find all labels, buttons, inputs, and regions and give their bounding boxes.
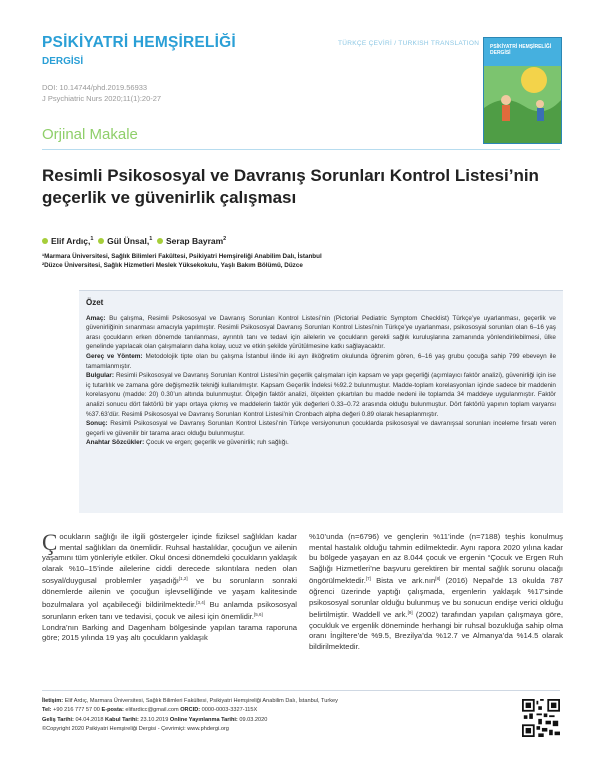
reference[interactable]: [5,6] <box>253 612 263 618</box>
text: 23.10.2019 <box>138 716 170 723</box>
abstract-section <box>86 438 556 448</box>
qr-code-icon[interactable] <box>522 699 560 737</box>
label: İletişim: <box>42 698 64 704</box>
text: Bista ve ark.nın <box>370 576 436 586</box>
text: 04.04.2018 <box>73 716 106 723</box>
article-title: Resimli Psikososyal ve Davranış Sorunları Kontrol Listesi’nin geçerlik ve güvenirlik çalışması <box>42 166 539 207</box>
affiliation-2: ²Düzce Üniversitesi, Sağlık Hizmetleri Meslek Yüksekokulu, Yaşlı Bakım Bölümü, Düzce <box>42 262 303 269</box>
label: ORCID: <box>180 707 201 714</box>
reference[interactable]: [3,4] <box>196 599 206 605</box>
reference[interactable]: [9] <box>407 610 413 616</box>
footer-phone-email <box>42 706 512 715</box>
author-affil: 2 <box>223 236 227 243</box>
reference[interactable]: [1,2] <box>178 576 188 582</box>
abstract-section <box>86 419 556 438</box>
abstract-label: Anahtar Sözcükler: <box>86 439 145 447</box>
header-divider <box>42 149 560 150</box>
email-link[interactable]: elifardicc@gmail.com <box>123 707 181 714</box>
abstract-section <box>86 352 556 371</box>
footer-copyright: ©Copyright 2020 Psikiyatri Hemşireliği Dergisi - Çevrimiçi: www.phdergi.org <box>42 725 229 732</box>
footer-contact <box>42 697 512 706</box>
abstract-label: Bulgular: <box>86 372 115 380</box>
doi-block <box>42 82 161 104</box>
text: +90 216 777 57 00 <box>51 707 102 714</box>
citation-text: J Psychiatric Nurs 2020;11(1):20-27 <box>42 94 162 103</box>
paragraph <box>309 532 563 653</box>
reference[interactable]: [8] <box>435 576 441 582</box>
abstract-text: Resimli Psikososyal ve Davranış Sorunları Kontrol Listesi’nin Türkçe versiyonunun çocuklarda psikososyal ve davranışsal sorunları inceleme fırsatı veren geçerli ve güvenilir bir tarama aracı olduğu bulunmuştur. <box>86 420 557 437</box>
abstract-label: Gereç ve Yöntem: <box>86 352 143 360</box>
text: ve bu sorunların sonraki dönemlerde ailenin ve çocuğun işlevselliğinde ve yaşam kalitesinde bozulmalara yol açabileceği bildirilmektedir. <box>42 576 297 609</box>
label: Tel: <box>42 707 52 714</box>
label: Online Yayınlanma Tarihi: <box>169 716 238 723</box>
abstract-text: Metodolojik tipte olan bu çalışma İstanbul ilinde iki ayrı ilköğretim okulunda öğrenim gören, 6–16 yaş grubu çocuğa sahip 799 ebeveyn ile tamamlanmıştır. <box>86 352 557 370</box>
body-column-2 <box>309 532 563 653</box>
abstract-section <box>86 314 556 352</box>
affiliation-1: ¹Marmara Üniversitesi, Sağlık Bilimleri Fakültesi, Psikiyatri Hemşireliği Anabilim Dalı, İstanbul <box>42 253 322 260</box>
cover-title: PSİKİYATRİ HEMŞİRELİĞİ DERGİSİ <box>490 44 552 56</box>
affiliations <box>42 252 322 270</box>
orcid-icon[interactable] <box>42 238 48 244</box>
drop-cap: Ç <box>42 530 58 555</box>
abstract-text: Çocuk ve ergen; geçerlik ve güvenirlik; ruh sağlığı. <box>146 439 289 447</box>
author-affil: 1 <box>149 236 153 243</box>
text: 09.03.2020 <box>237 716 268 723</box>
text: %10’unda (n=6796) ve gençlerin %11’inde (n=7188) teşhis konulmuş mental hastalık olduğu tahmin edilmektedir. Aynı rapora 2020 yılına kadar bu bölgede yaşayan en az 8.044 çocuk ve ergenin “Çocuk ve Ergen Ruh Sağlığı Hizmetleri’ne başvuru gerektiren bir mental sağlık sorunu olacağı öngörülmektedir. <box>309 532 563 586</box>
orcid-icon[interactable] <box>157 238 163 244</box>
paragraph: Londra’nın Barking and Dagenham bölgesinde yapılan tarama raporuna göre; 2015 yılında 19 yaş altı çocukların yaklaşık <box>42 622 297 643</box>
translation-label: TÜRKÇE ÇEVİRİ / TURKISH TRANSLATION <box>338 40 480 47</box>
label: Geliş Tarihi: <box>42 716 74 723</box>
text: ocukların sağlığı ile ilgili göstergeler içinde fiziksel sağlıkları kadar mental sağlıkları da önemlidir. Ruhsal hastalıklar, çocuğun ve ailenin yaşamını tüm yönleriyle etkiler. Okul öncesi dönemdeki çocukların yaklaşık olarak %10–15’inde ailelerine ciddi derecede sıkıntılara neden olan sosyal/duygusal problemler yaşadığı <box>42 532 297 586</box>
abstract-heading: Özet <box>86 298 104 307</box>
abstract-text: Resimli Psikososyal ve Davranış Sorunları Kontrol Listesi’nin geçerlik çalışmaları için kapsam ve yapı geçerliği (açımlayıcı faktör analizi), güvenirliği için ise iç tutarlılık ve zamana göre değişmezlik tekniği kullanılmıştır. Kapsam Geçerlik İndeksi %92.2 bulunmuştur. Madde-toplam korelasyonları içinde sadece bir maddenin korelasyonu (madde: 20) 0.30’un altında bulunmuştur. Ölçeğin faktör analizi, ölçekten çıkartılan bu madde nedeni ile toplamda 34 maddeye uygulanmıştır. Faktör analizi sonucu dört faktörlü bir yapı ortaya çıkmış ve maddelerin faktör yük değerleri 0.33–0.72 arasında olduğu bulunmuştur. Dört faktörlü yapının toplam varyansı %37.63’dür. Resimli Psikososyal ve Davranış Sorunları Kontrol Listesi’nin Cronbach alpha değeri 0.89 olarak hesaplanmıştır. <box>86 372 556 418</box>
author-name: Serap Bayram <box>166 236 224 246</box>
abstract-label: Amaç: <box>86 314 106 322</box>
abstract-section <box>86 371 556 419</box>
journal-cover-image <box>483 37 562 144</box>
text: 0000-0003-3327-115X <box>200 707 258 714</box>
abstract-text: Bu çalışma, Resimli Psikososyal ve Davranış Sorunları Kontrol Listesi’nin (Pictorial Pediatric Symptom Checklist) Türkçe’ye uyarlanması, geçerlik ve güvenirliğinin sınanması amacıyla yapılmıştır. Resimli Psikososyal Davranış Sorunları Kontrol Listesi’nin Türkçe’ye uyarlanması, psikososyal sorunları olan 6–16 yaş arası çocukların erken dönemde tanılanması, ayrıntılı tanı ve tedavi için ailelerin ve çocukların gerekli sağlık kuruluşlarına zamanında yönlendirilebilmesi, ülke genelinde yapılacak olan çalışmaların daha kolay, ucuz ve etkin şekilde yürütülmesine katkı sağlayacaktır. <box>86 314 556 351</box>
label: Kabul Tarihi: <box>105 716 139 723</box>
text: (2002) tarafından yapılan çalışmaya göre, çocukluk ve ergenlik döneminde herhangi bir ruhsal bozukluğa sahip olma oranı İngiltere’de %9.5, Brezilya’da %12.7 ve Almanya’da %14.5 olarak bildirilmektedir. <box>309 610 564 651</box>
orcid-icon[interactable] <box>98 238 104 244</box>
abstract-label: Sonuç: <box>86 420 108 428</box>
text: Bu anlamda psikososyal sorunların erken tanı ve tedavisi, çocuk ve ailesi için önemlidir. <box>42 599 297 622</box>
author-list <box>42 236 226 246</box>
article-type: Orjinal Makale <box>42 126 138 143</box>
author-name: Gül Ünsal, <box>107 236 150 246</box>
paragraph <box>42 532 297 623</box>
text: Elif Ardıç, Marmara Üniversitesi, Sağlık Bilimleri Fakültesi, Psikiyatri Hemşireliği Anabilim Dalı, İstanbul, Turkey <box>63 698 338 704</box>
footer-dates <box>42 716 512 725</box>
footer <box>42 697 512 734</box>
text: (2016) Nepal’de 13 okulda 787 öğrenci üzerinde yaptığı çalışmada, ergenlerin yaklaşık %17’sinde psikososyal sorunlar olduğu bulunmuş ve bu sonucun endişe verici olduğu belirtilmiştir. Waddell ve ark. <box>309 576 563 620</box>
journal-subtitle: DERGİSİ <box>42 56 84 67</box>
abstract <box>86 298 556 448</box>
doi-text: DOI: 10.14744/phd.2019.56933 <box>42 83 148 92</box>
label: E-posta: <box>101 707 124 714</box>
body-column-1 <box>42 532 297 644</box>
author-name: Elif Ardıç, <box>51 236 91 246</box>
journal-title: PSİKİYATRİ HEMŞİRELİĞİ <box>42 34 236 51</box>
reference[interactable]: [7] <box>365 576 371 582</box>
footer-divider <box>42 690 560 691</box>
author-affil: 1 <box>90 236 94 243</box>
